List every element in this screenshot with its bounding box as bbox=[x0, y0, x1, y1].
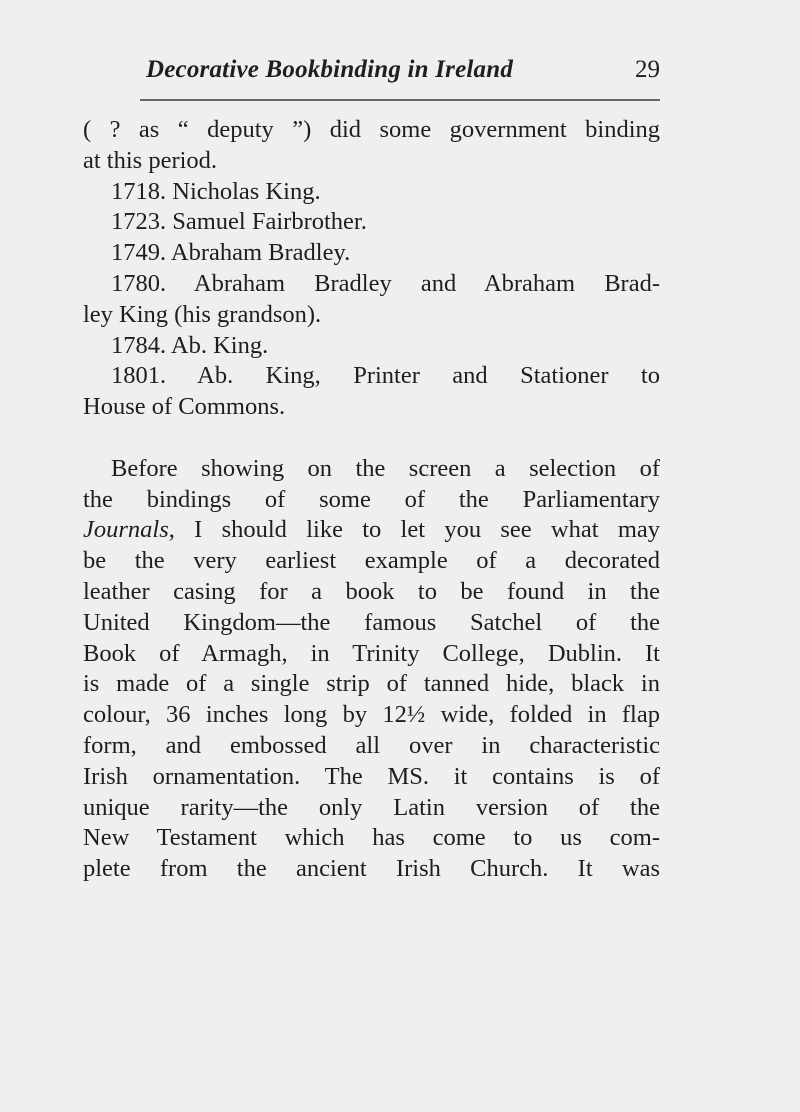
list-item: 1723. Samuel Fairbrother. bbox=[111, 208, 367, 236]
paragraph-spacer bbox=[83, 423, 660, 454]
text-line: New Testament which has come to us com- bbox=[83, 824, 660, 852]
text-line: United Kingdom—the famous Satchel of the bbox=[83, 608, 660, 636]
list-item: 1801. Ab. King, Printer and Stationer to bbox=[111, 362, 660, 390]
text-line: Book of Armagh, in Trinity College, Dublin. It bbox=[83, 639, 660, 667]
text-line: is made of a single strip of tanned hide, black in bbox=[83, 670, 660, 698]
text-line: leather casing for a book to be found in the bbox=[83, 577, 660, 605]
list-item: 1784. Ab. King. bbox=[111, 331, 269, 359]
header-rule bbox=[140, 99, 660, 101]
text-line: be the very earliest example of a decorated bbox=[83, 547, 660, 575]
text-line: at this period. bbox=[83, 146, 218, 174]
page-text bbox=[83, 115, 660, 885]
text-line: form, and embossed all over in characteristic bbox=[83, 731, 660, 759]
text-line: Before showing on the screen a selection of bbox=[111, 454, 660, 482]
running-title: Decorative Bookbinding in Ireland bbox=[146, 56, 514, 83]
text-line: unique rarity—the only Latin version of the bbox=[83, 793, 660, 821]
text-line: House of Commons. bbox=[83, 393, 286, 421]
list-item: 1718. Nicholas King. bbox=[111, 177, 321, 205]
text-line: Irish ornamentation. The MS. it contains is of bbox=[83, 762, 660, 790]
italic-title: Journals bbox=[83, 516, 169, 544]
page-header bbox=[146, 56, 660, 98]
text-line bbox=[83, 515, 660, 546]
text-line: ( ? as “ deputy ”) did some government binding bbox=[83, 116, 660, 143]
text-line: the bindings of some of the Parliamentary bbox=[83, 485, 660, 513]
text-line: ley King (his grandson). bbox=[83, 300, 322, 328]
line-continuation: , I should like to let you see what may bbox=[168, 516, 660, 544]
list-item: 1749. Abraham Bradley. bbox=[111, 239, 351, 267]
page-number: 29 bbox=[635, 56, 660, 83]
text-line: colour, 36 inches long by 12½ wide, folded in flap bbox=[83, 701, 660, 729]
list-item: 1780. Abraham Bradley and Abraham Brad- bbox=[111, 269, 660, 297]
text-line: plete from the ancient Irish Church. It was bbox=[83, 855, 660, 883]
